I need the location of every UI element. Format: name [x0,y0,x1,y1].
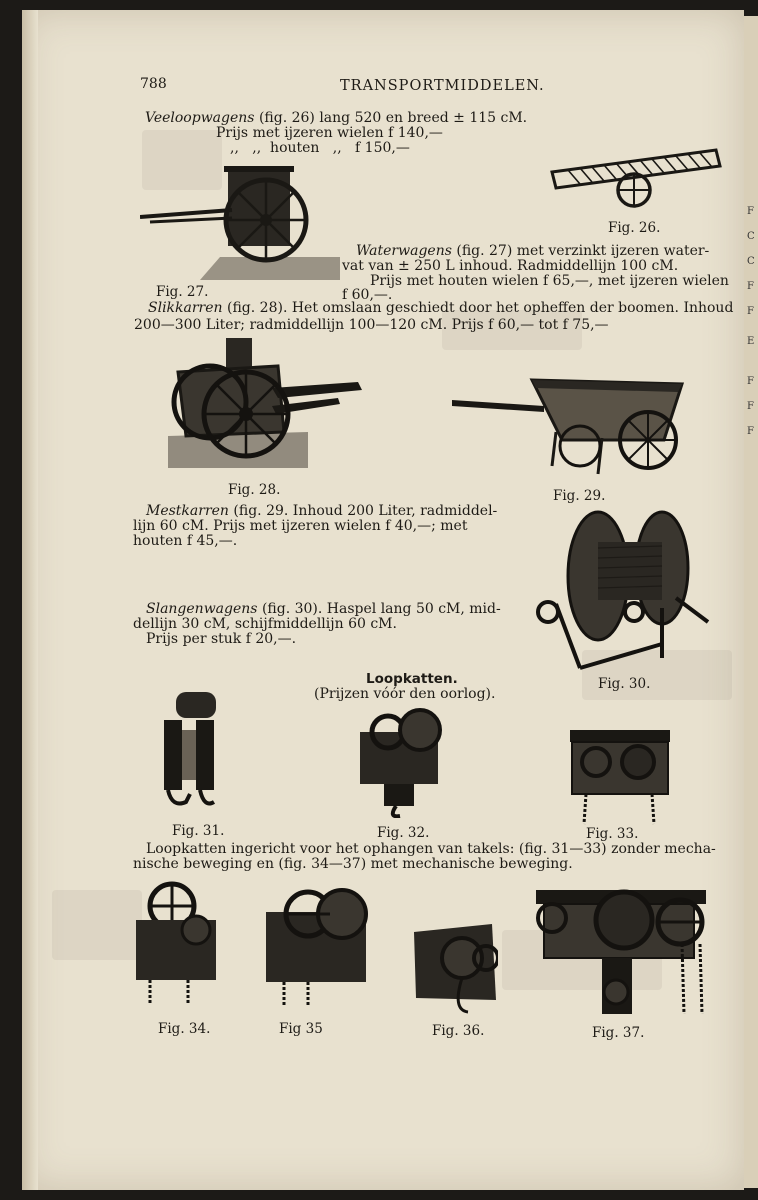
fig27-caption: Fig. 27. [156,284,209,300]
hose-reel-illustration [536,508,714,672]
fig36-caption: Fig. 36. [432,1023,485,1039]
slang-line3: Prijs per stuk f 20,—. [146,631,297,647]
veeloop-price-wood: ,, ,, houten ,, f 150,— [230,140,410,156]
bleed-through-mark [52,890,142,960]
manure-cart-illustration [452,370,688,482]
water-line2: vat van ± 250 L inhoud. Radmiddellijn 100 cM. [342,258,679,274]
fig31-caption: Fig. 31. [172,823,225,839]
slang-name: Slangenwagens [146,601,258,617]
water-line4: f 60,—. [342,287,393,303]
trolley-fig32-illustration [358,706,446,818]
slik-name: Slikkarren [148,300,223,316]
mest-line1 [146,504,497,519]
mest-line2: lijn 60 cM. Prijs met ijzeren wielen f 40,—; met [133,518,468,534]
fig28-caption: Fig. 28. [228,482,281,498]
slang-line1 [146,602,501,617]
slang-line2: dellijn 30 cM, schijfmiddellijn 60 cM. [133,616,397,632]
veeloop-line1 [145,111,527,126]
fig34-caption: Fig. 34. [158,1021,211,1037]
cattle-wagon-illustration [550,148,722,210]
loopkatten-line1: Loopkatten ingericht voor het ophangen van takels: (fig. 31—33) zonder mecha- [146,841,716,857]
trolley-fig34-illustration [132,880,220,1008]
trolley-fig33-illustration [566,726,674,826]
slang-line1-rest: (fig. 30). Haspel lang 50 cM, mid- [261,601,501,617]
page-number: 788 [140,76,167,92]
fig26-caption: Fig. 26. [608,220,661,236]
next-page-edge: F C C F F E F F F [744,16,758,1188]
fig37-caption: Fig. 37. [592,1025,645,1041]
running-header-title: TRANSPORTMIDDELEN. [340,78,545,94]
mud-cart-illustration [168,336,364,468]
loopkatten-line2: nische beweging en (fig. 34—37) met mechanische beweging. [133,856,573,872]
fig29-caption: Fig. 29. [553,488,606,504]
water-line1 [356,244,709,259]
mest-line3: houten f 45,—. [133,533,238,549]
water-wagon-illustration [140,162,340,280]
mest-name: Mestkarren [146,503,229,519]
trolley-fig35-illustration [264,884,370,1008]
slik-line2: 200—300 Liter; radmiddellijn 100—120 cM. Prijs f 60,— tot f 75,— [134,317,609,333]
water-line1-rest: (fig. 27) met verzinkt ijzeren water- [456,243,710,259]
fig32-caption: Fig. 32. [377,825,430,841]
water-line3: Prijs met houten wielen f 65,—, met ijzeren wielen [370,273,729,289]
loopkatten-heading: Loopkatten. [366,671,458,687]
slik-line1 [148,301,733,316]
slik-line1-rest: (fig. 28). Het omslaan geschiedt door het opheffen der boomen. Inhoud [227,300,734,316]
loopkatten-subheading: (Prijzen vóór den oorlog). [314,686,496,702]
fig33-caption: Fig. 33. [586,826,639,842]
mest-line1-rest: (fig. 29. Inhoud 200 Liter, radmiddel- [233,503,498,519]
veeloop-name: Veeloopwagens [145,110,255,126]
trolley-fig31-illustration [160,690,220,810]
trolley-fig36-illustration [412,912,498,1016]
water-name: Waterwagens [356,243,452,259]
fig30-caption: Fig. 30. [598,676,651,692]
veeloop-text: (fig. 26) lang 520 en breed ± 115 cM. [258,110,528,126]
fig35-caption: Fig 35 [279,1021,323,1037]
veeloop-price-iron: Prijs met ijzeren wielen f 140,— [216,125,443,141]
trolley-fig37-illustration [534,882,716,1020]
